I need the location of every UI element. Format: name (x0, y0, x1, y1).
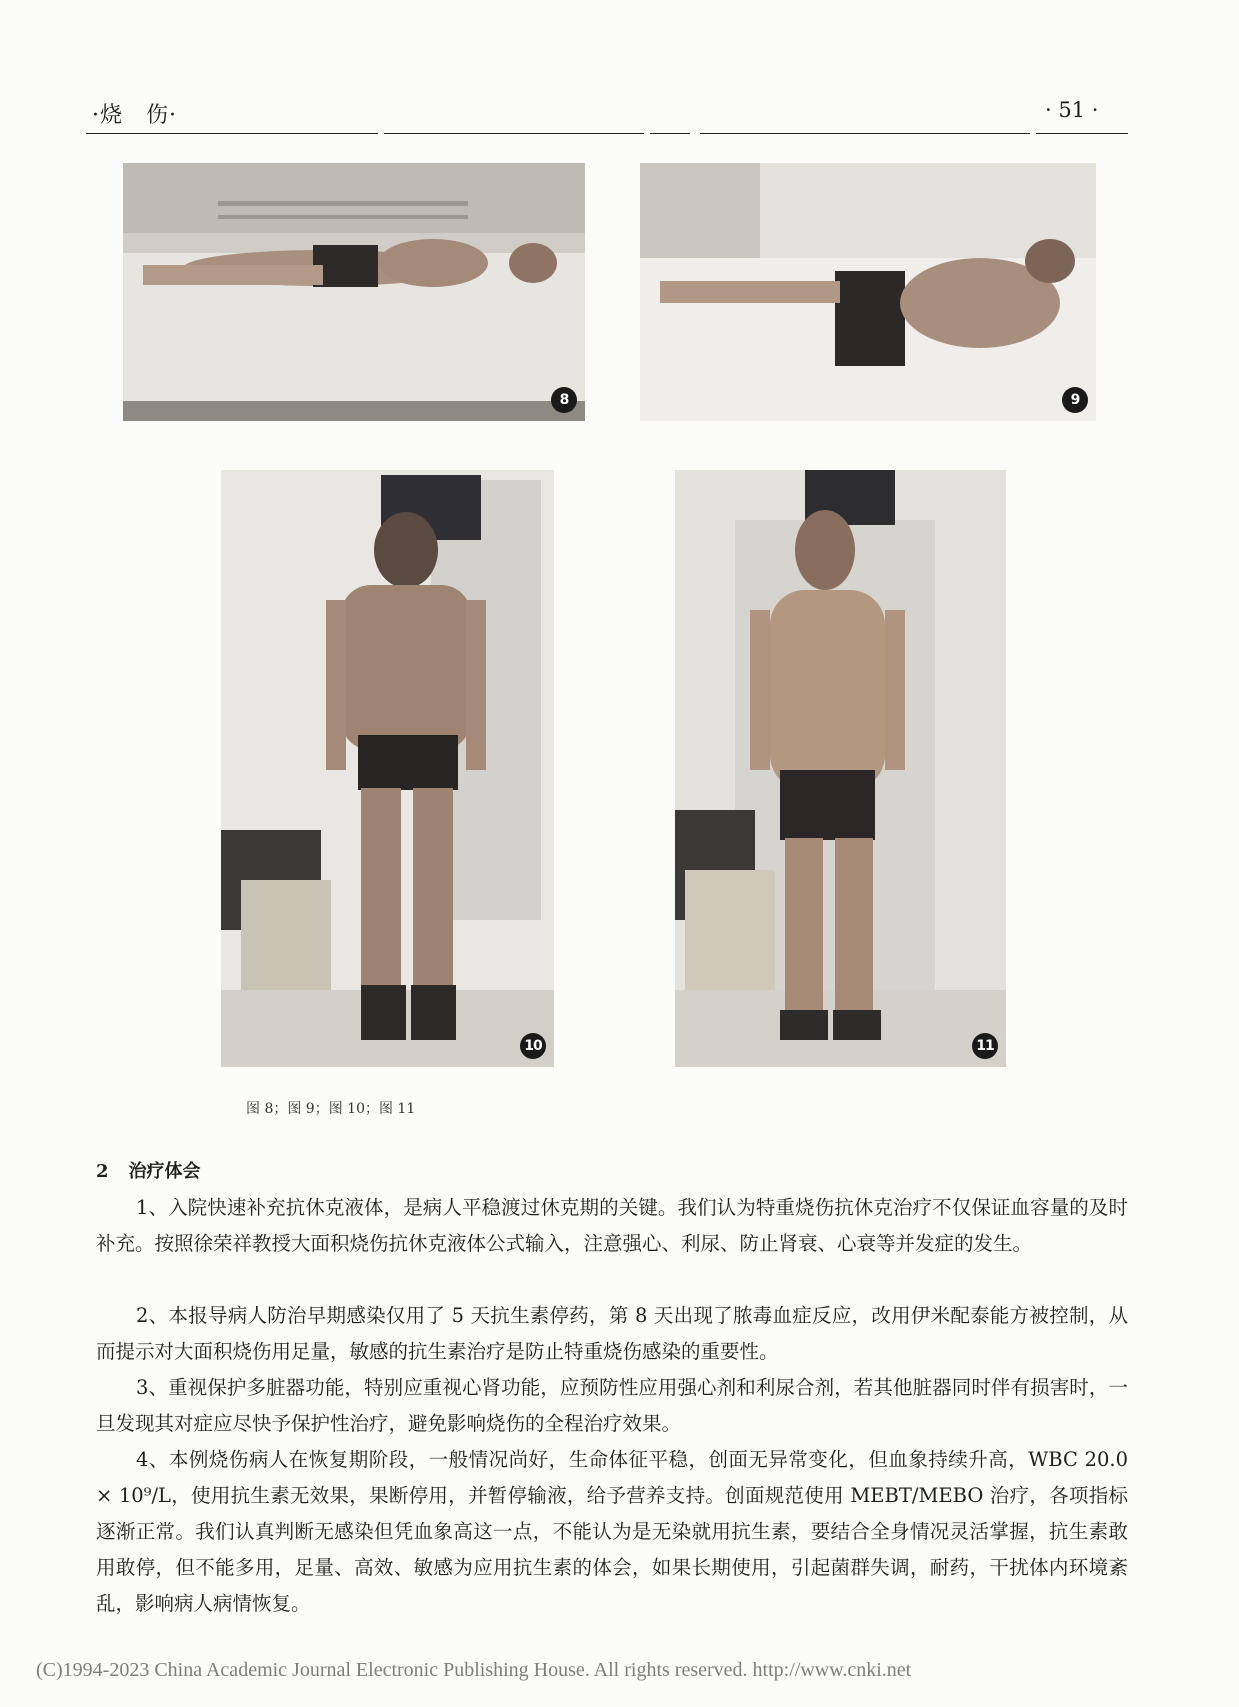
figure-8-photo (123, 163, 585, 421)
paragraph-3: 3、重视保护多脏器功能，特别应重视心肾功能，应预防性应用强心剂和利尿合剂，若其他脏器同时伴有损害时，一旦发现其对症应尽快予保护性治疗，避免影响烧伤的全程治疗效果。 (96, 1376, 1128, 1435)
header-rule (1036, 133, 1128, 134)
figure-8-badge: 8 (551, 387, 577, 413)
figure-9-photo (640, 163, 1096, 421)
figure-11-photo (675, 470, 1006, 1067)
section-title: 治疗体会 (128, 1161, 201, 1182)
figure-11-badge: 11 (972, 1033, 998, 1059)
header-rule (650, 133, 690, 134)
section-number: 2 (96, 1161, 109, 1182)
header-rule (700, 133, 1030, 134)
figure-caption: 图 8；图 9；图 10；图 11 (246, 1101, 416, 1117)
figure-10-photo (221, 470, 554, 1067)
section-heading (96, 1157, 201, 1183)
figure-9-badge: 9 (1062, 387, 1088, 413)
paragraph-1: 1、入院快速补充抗休克液体，是病人平稳渡过休克期的关键。我们认为特重烧伤抗休克治疗不仅保证血容量的及时补充。按照徐荣祥教授大面积烧伤抗休克液体公式输入，注意强心、利尿、防止肾衰、心衰等并发症的发生。 (96, 1196, 1128, 1255)
page-number: · 51 · (1045, 98, 1099, 122)
paragraph-2: 2、本报导病人防治早期感染仅用了 5 天抗生素停药，第 8 天出现了脓毒血症反应，改用伊米配泰能方被控制，从而提示对大面积烧伤用足量，敏感的抗生素治疗是防止特重烧伤感染的重要性。 (96, 1304, 1128, 1363)
copyright-footer: (C)1994-2023 China Academic Journal Electronic Publishing House. All rights reserved. http://www.cnki.net (36, 1659, 912, 1681)
figure-10-badge: 10 (520, 1033, 546, 1059)
header-rule (86, 133, 378, 134)
paragraph-4: 4、本例烧伤病人在恢复期阶段，一般情况尚好，生命体征平稳，创面无异常变化，但血象持续升高，WBC 20.0 × 10⁹/L，使用抗生素无效果，果断停用，并暂停输液，给予营养支持。创面规范使用 MEBT/MEBO 治疗，各项指标逐渐正常。我们认真判断无感染但凭血象高这一点，不能认为是无染就用抗生素，要结合全身情况灵活掌握，抗生素敢用敢停，但不能多用，足量、高效、敏感为应用抗生素的体会，如果长期使用，引起菌群失调，耐药，干扰体内环境紊乱，影响病人病情恢复。 (96, 1448, 1128, 1615)
header-rule (384, 133, 644, 134)
journal-section-title: ·烧 伤· (92, 103, 177, 128)
